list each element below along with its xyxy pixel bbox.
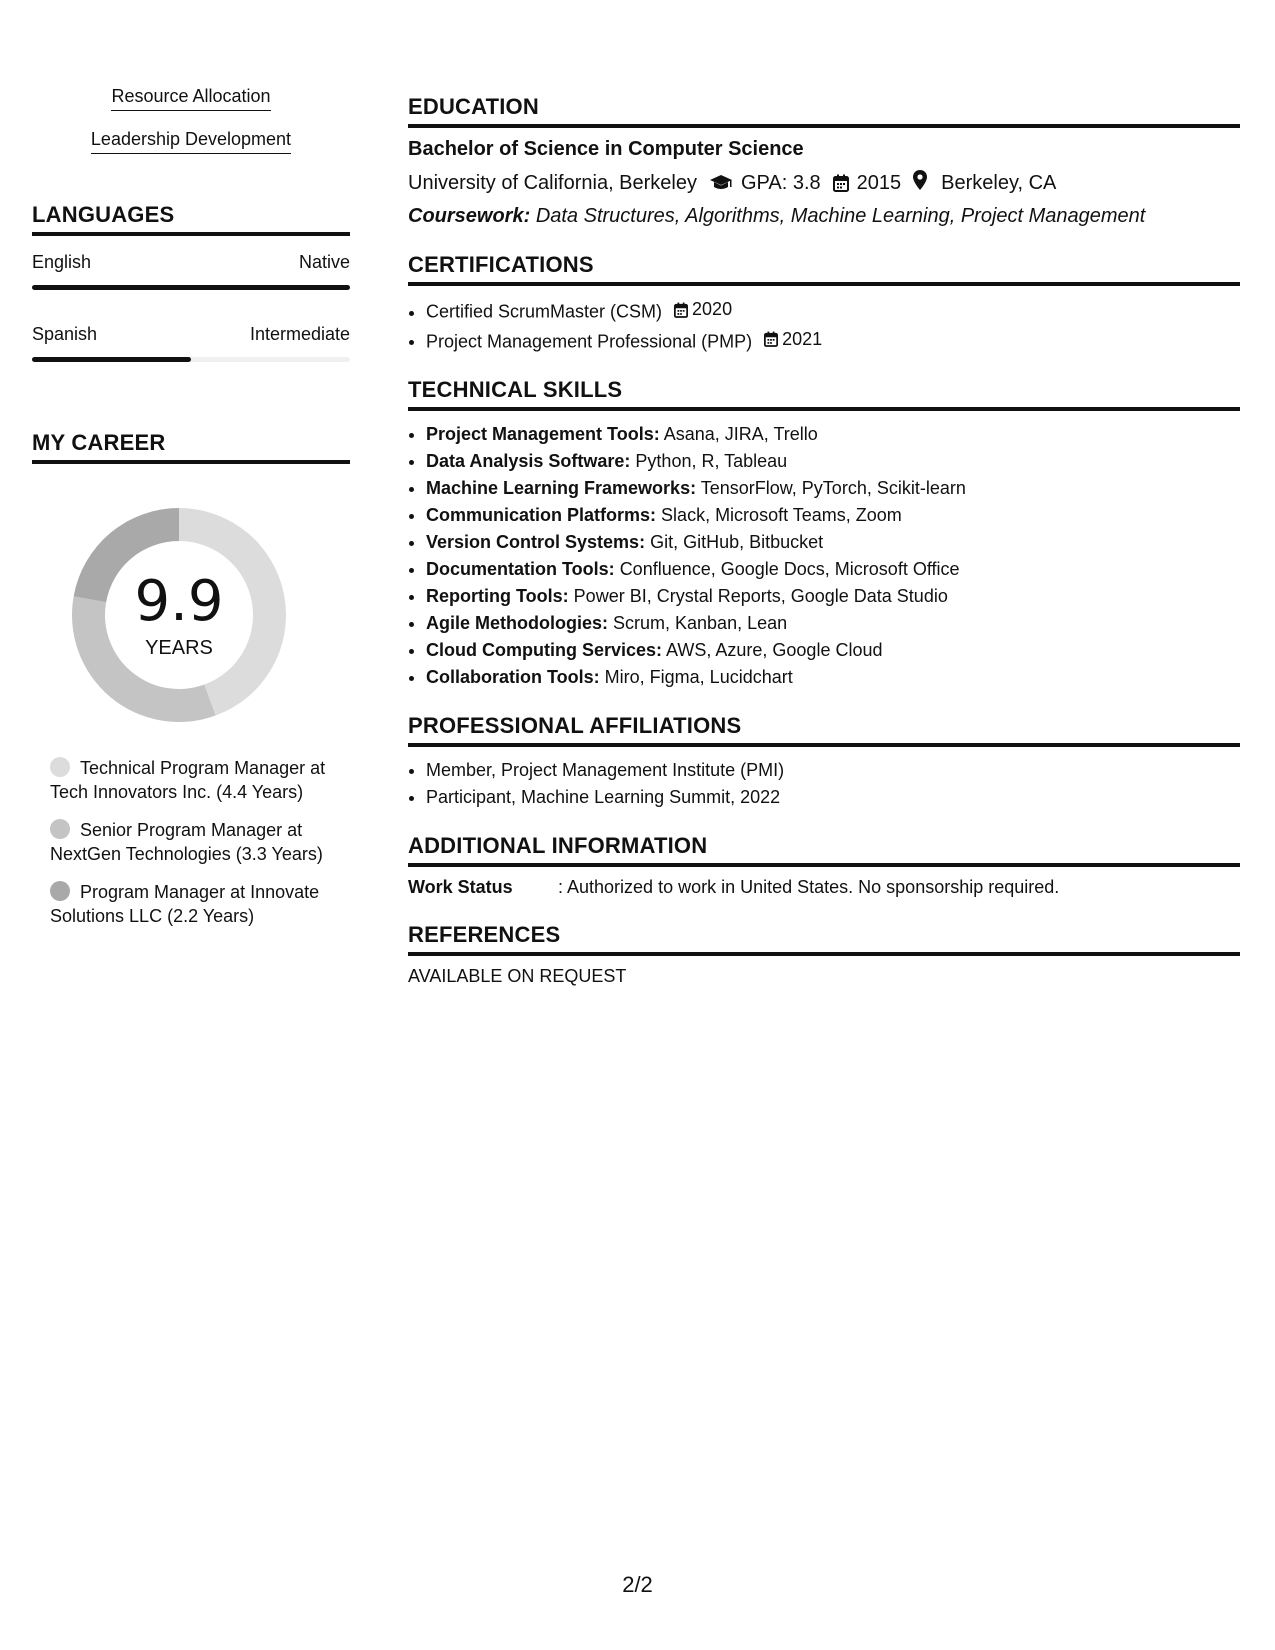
skill-item: • Reporting Tools: Power BI, Crystal Reports, Google Data Studio [426, 583, 1240, 610]
language-level: Native [298, 252, 350, 272]
skill-tag: Resource Allocation [32, 86, 350, 111]
languages-heading: LANGUAGES [32, 202, 350, 236]
career-donut-chart [66, 502, 292, 728]
career-legend-item: Program Manager at Innovate Solutions LLC (2.2 Years) [50, 882, 320, 926]
education-details [408, 170, 1240, 196]
sidebar [32, 86, 350, 942]
work-status-label: Work Status [408, 877, 513, 897]
calendar-icon [833, 174, 849, 192]
main-content [408, 94, 1240, 987]
school-name: University of California, Berkeley [408, 171, 697, 194]
legend-dot-icon [50, 881, 70, 901]
affiliations-list [408, 757, 1240, 811]
skill-item: • Cloud Computing Services: AWS, Azure, Google Cloud [426, 637, 1240, 664]
certification-item: • Project Management Professional (PMP) 2021 [426, 326, 1240, 356]
calendar-icon [674, 302, 688, 318]
affiliation-item: • Participant, Machine Learning Summit, 2022 [426, 784, 1240, 811]
legend-dot-icon [50, 819, 70, 839]
certification-item: • Certified ScrumMaster (CSM) 2020 [426, 296, 1240, 326]
language-bar-fill [32, 357, 191, 362]
skill-item: • Version Control Systems: Git, GitHub, Bitbucket [426, 529, 1240, 556]
work-status-row [408, 877, 1240, 898]
work-status-value: : Authorized to work in United States. No sponsorship required. [558, 877, 1060, 897]
certifications-heading: CERTIFICATIONS [408, 252, 1240, 286]
affiliation-item: • Member, Project Management Institute (PMI) [426, 757, 1240, 784]
degree-title: Bachelor of Science in Computer Science [408, 138, 804, 160]
technical-skills-list [408, 421, 1240, 691]
career-legend-item: Senior Program Manager at NextGen Technologies (3.3 Years) [50, 820, 323, 864]
technical-skills-heading: TECHNICAL SKILLS [408, 377, 1240, 411]
affiliations-heading: PROFESSIONAL AFFILIATIONS [408, 713, 1240, 747]
skill-item: • Machine Learning Frameworks: TensorFlow, PyTorch, Scikit-learn [426, 475, 1240, 502]
education-heading: EDUCATION [408, 94, 1240, 128]
graduation-year: 2015 [856, 171, 902, 194]
language-level: Intermediate [249, 324, 350, 344]
education-location: Berkeley, CA [941, 171, 1057, 194]
skill-item: • Project Management Tools: Asana, JIRA, Trello [426, 421, 1240, 448]
skill-item: • Collaboration Tools: Miro, Figma, Lucidchart [426, 664, 1240, 691]
career-donut-svg [66, 502, 292, 728]
gpa: GPA: 3.8 [741, 171, 821, 194]
career-unit-label: YEARS [145, 637, 213, 659]
language-item [32, 252, 350, 290]
language-item [32, 324, 350, 362]
language-bar-fill [32, 285, 350, 290]
career-heading: MY CAREER [32, 430, 350, 464]
graduation-cap-icon [709, 174, 733, 192]
skill-item: • Documentation Tools: Confluence, Google Docs, Microsoft Office [426, 556, 1240, 583]
language-bar [32, 285, 350, 290]
additional-info-heading: ADDITIONAL INFORMATION [408, 833, 1240, 867]
references-text: AVAILABLE ON REQUEST [408, 966, 627, 986]
legend-dot-icon [50, 757, 70, 777]
career-legend [50, 756, 330, 928]
references-heading: REFERENCES [408, 922, 1240, 956]
coursework: Coursework: Data Structures, Algorithms, Machine Learning, Project Management [408, 205, 1146, 227]
skill-item: • Communication Platforms: Slack, Microsoft Teams, Zoom [426, 502, 1240, 529]
skill-tag: Leadership Development [32, 129, 350, 154]
language-name: English [32, 252, 92, 272]
skill-item: • Data Analysis Software: Python, R, Tableau [426, 448, 1240, 475]
page-number: 2/2 [622, 1572, 653, 1597]
language-name: Spanish [32, 324, 98, 344]
skill-item: • Agile Methodologies: Scrum, Kanban, Lean [426, 610, 1240, 637]
language-bar [32, 357, 350, 362]
location-pin-icon [913, 170, 927, 190]
certifications-list [408, 296, 1240, 355]
calendar-icon [764, 331, 778, 347]
career-legend-item: Technical Program Manager at Tech Innovators Inc. (4.4 Years) [50, 758, 326, 802]
languages-list [32, 252, 350, 362]
career-total-years: 9.9 [134, 569, 224, 634]
